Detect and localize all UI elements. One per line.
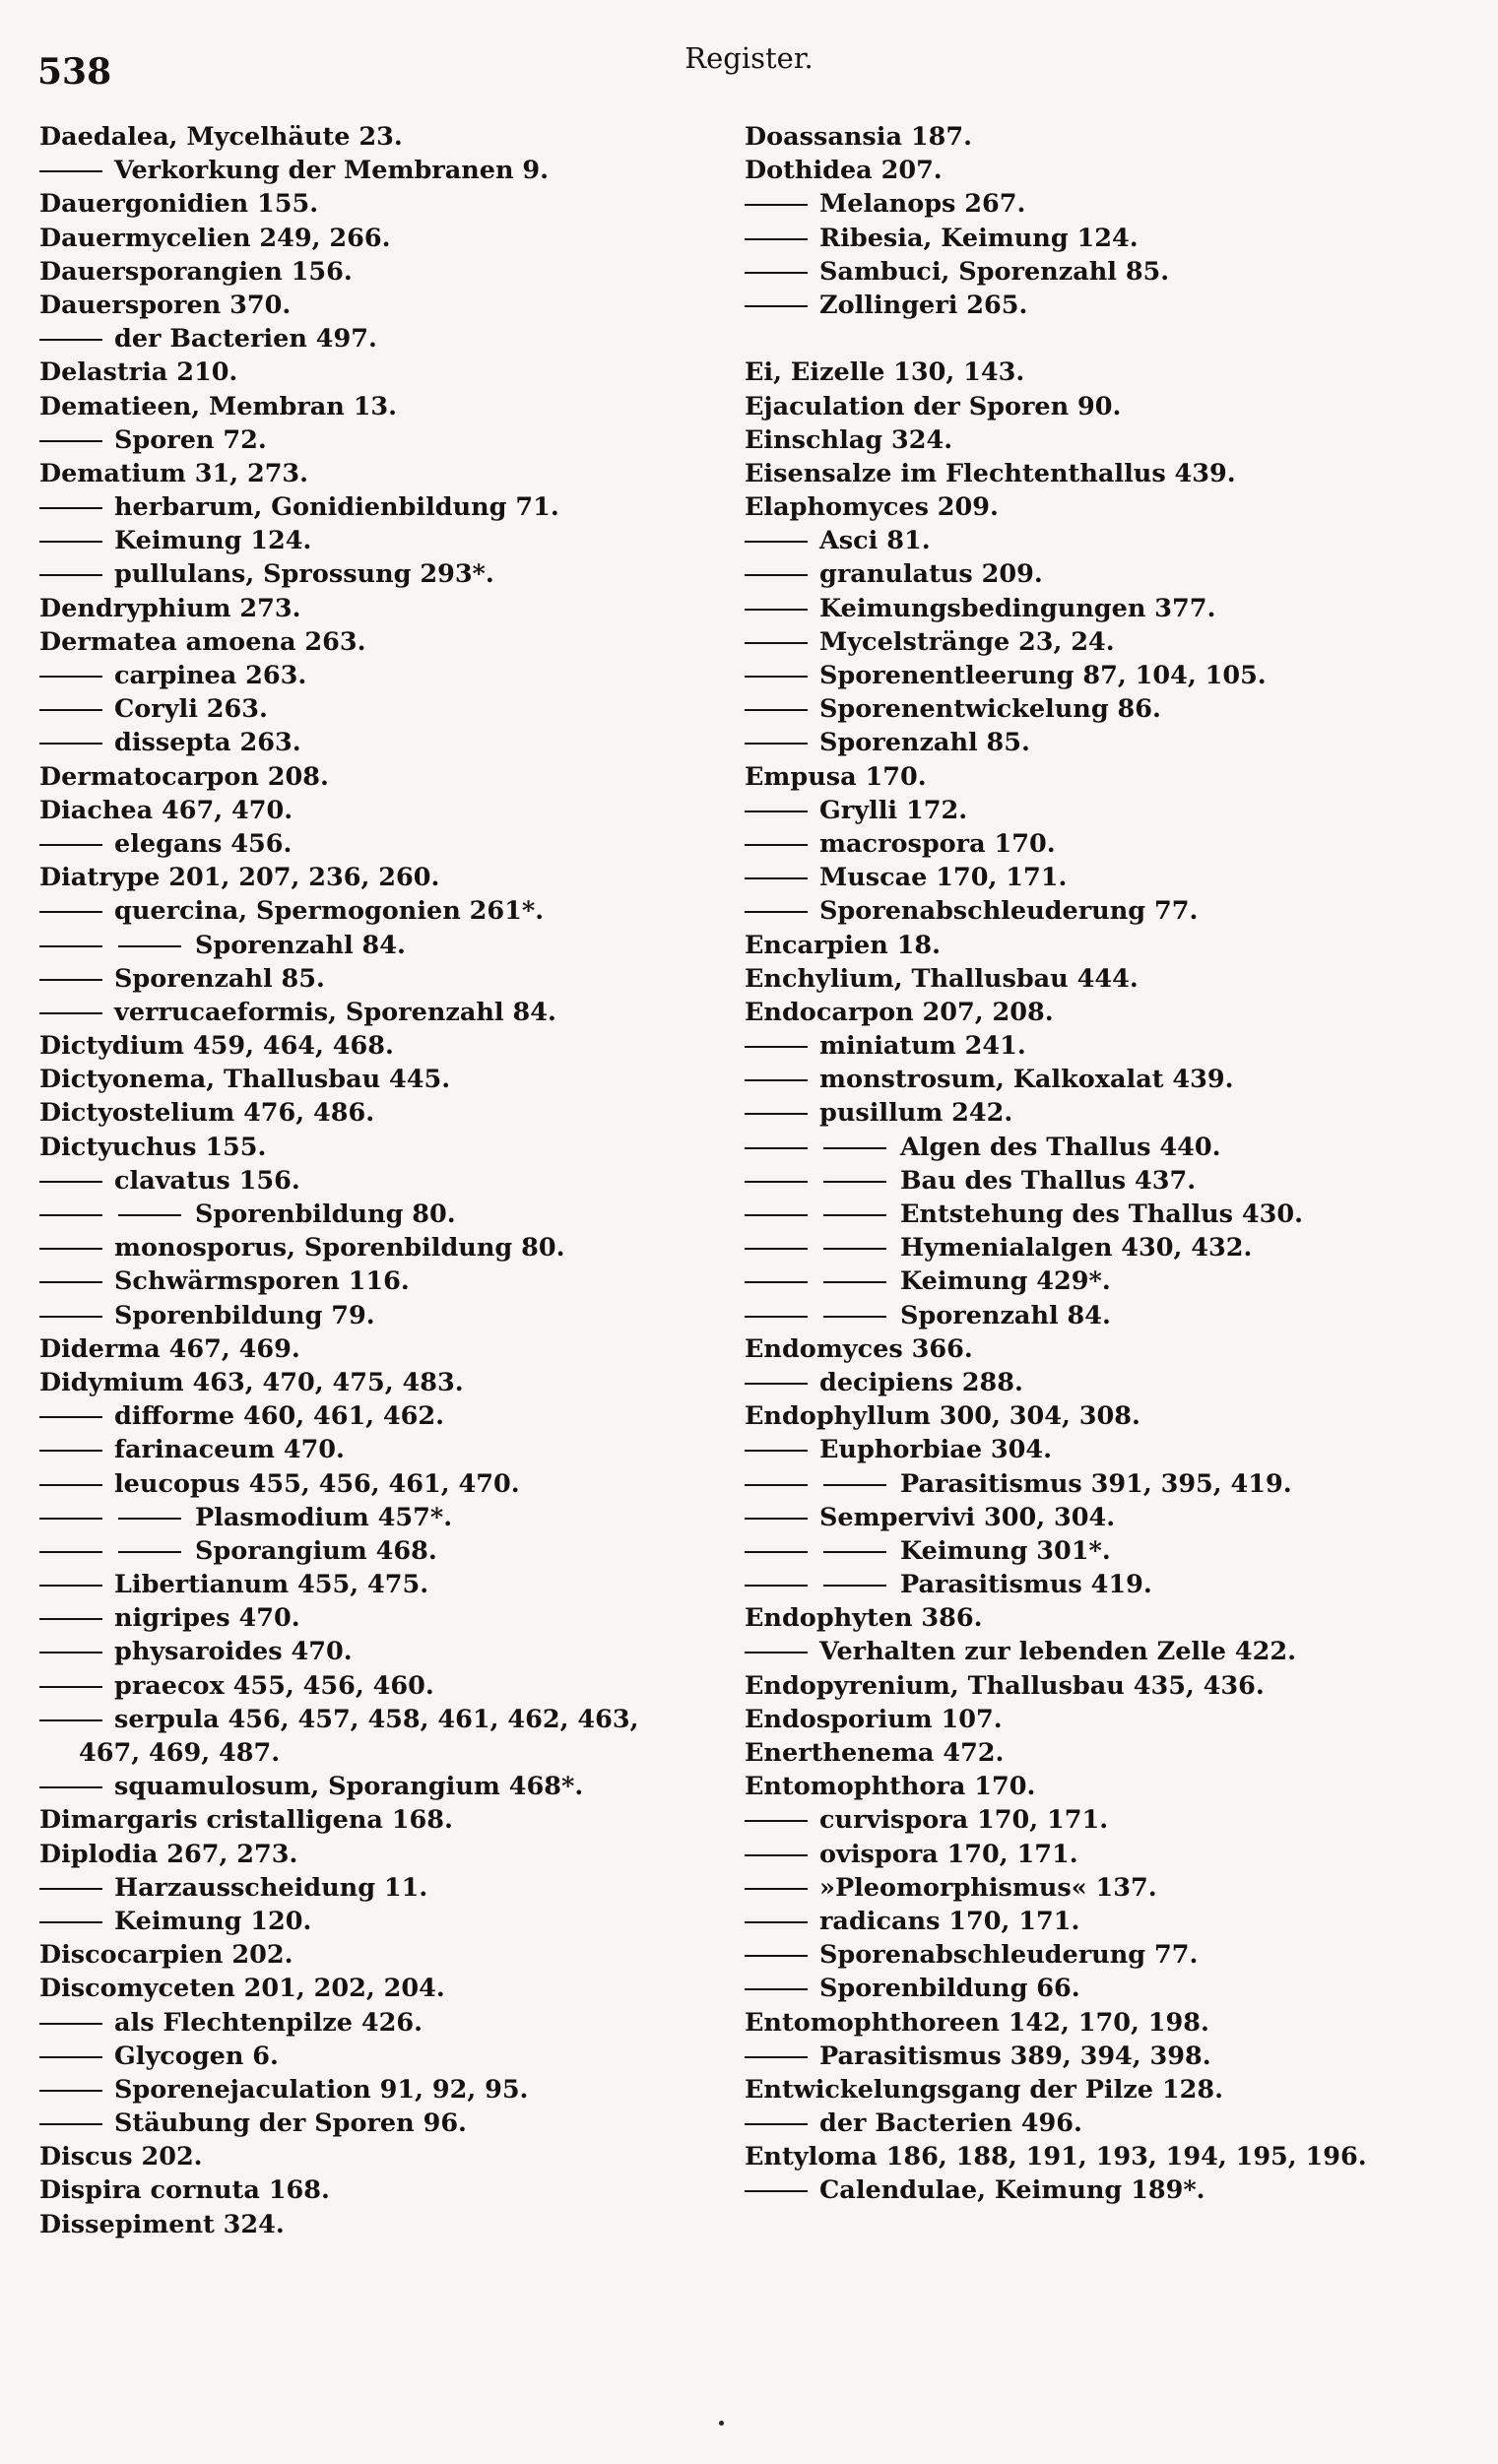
index-entry: Entomophthora 170. [745, 1772, 1036, 1802]
index-entry: Sporenabschleuderung 77. [745, 894, 1478, 928]
index-entry: Diplodia 267, 273. [39, 1839, 298, 1869]
index-entry: Diatrype 201, 207, 236, 260. [39, 863, 440, 893]
index-entry: Harzausscheidung 11. [39, 1871, 729, 1905]
index-entry: Endosporium 107. [745, 1704, 1003, 1734]
page-number: 538 [37, 51, 112, 93]
index-entry: Keimung 124. [39, 524, 729, 557]
index-entry: Stäubung der Sporen 96. [39, 2107, 729, 2140]
index-entry: Sporen 72. [39, 423, 729, 457]
index-entry: Keimung 301*. [745, 1534, 1478, 1568]
index-entry: physaroides 470. [39, 1635, 729, 1668]
index-entry: Discus 202. [39, 2142, 203, 2172]
index-entry: Parasitismus 391, 395, 419. [745, 1467, 1478, 1501]
index-entry: Muscae 170, 171. [745, 861, 1478, 894]
index-entry: Einschlag 324. [745, 424, 953, 455]
index-entry: Ei, Eizelle 130, 143. [745, 357, 1025, 388]
index-entry: Discocarpien 202. [39, 1940, 293, 1971]
index-entry: Parasitismus 389, 394, 398. [745, 2040, 1478, 2073]
index-entry: 467, 469, 487. [79, 1738, 281, 1768]
index-entry: Sporenentleerung 87, 104, 105. [745, 659, 1478, 692]
index-entry: Ejaculation der Sporen 90. [745, 391, 1122, 421]
index-entry: difforme 460, 461, 462. [39, 1399, 729, 1433]
index-entry: macrospora 170. [745, 827, 1478, 861]
index-entry: Dauersporangien 156. [39, 256, 353, 287]
index-entry: pusillum 242. [745, 1096, 1478, 1130]
index-entry: Sporenzahl 85. [745, 726, 1478, 759]
index-entry: Sporenbildung 80. [39, 1198, 729, 1231]
index-entry: Plasmodium 457*. [39, 1501, 729, 1534]
index-entry: Elaphomyces 209. [745, 492, 999, 523]
index-entry: Asci 81. [745, 524, 1478, 557]
index-entry: Dendryphium 273. [39, 593, 301, 623]
index-entry: der Bacterien 496. [745, 2107, 1478, 2140]
index-entry: Entyloma 186, 188, 191, 193, 194, 195, 196. [745, 2142, 1367, 2172]
index-entry: »Pleomorphismus« 137. [745, 1871, 1478, 1905]
index-entry: Dictyonema, Thallusbau 445. [39, 1065, 451, 1095]
index-entry: Keimungsbedingungen 377. [745, 592, 1478, 625]
index-entry: Empusa 170. [745, 761, 927, 792]
index-entry: Sporenzahl 84. [39, 929, 729, 962]
index-entry: Enerthenema 472. [745, 1738, 1005, 1768]
index-entry: Coryli 263. [39, 692, 729, 726]
index-entry: granulatus 209. [745, 557, 1478, 591]
index-entry: Sporenzahl 84. [745, 1299, 1478, 1332]
index-entry: Hymenialalgen 430, 432. [745, 1231, 1478, 1264]
index-entry: Dothidea 207. [745, 156, 943, 186]
index-entry: carpinea 263. [39, 659, 729, 692]
index-entry: der Bacterien 497. [39, 322, 729, 356]
index-entry: Sporenzahl 85. [39, 962, 729, 996]
index-entry: Verhalten zur lebenden Zelle 422. [745, 1635, 1478, 1668]
index-entry: Dauergonidien 155. [39, 189, 319, 220]
index-entry: Dermatea amoena 263. [39, 626, 366, 657]
index-entry: Schwärmsporen 116. [39, 1264, 729, 1298]
index-entry: Glycogen 6. [39, 2040, 729, 2073]
index-entry: Endocarpon 207, 208. [745, 997, 1054, 1027]
index-entry: Diderma 467, 469. [39, 1333, 300, 1364]
index-entry: curvispora 170, 171. [745, 1803, 1478, 1837]
index-entry: Discomyceten 201, 202, 204. [39, 1974, 445, 2004]
index-entry: Entwickelungsgang der Pilze 128. [745, 2074, 1223, 2105]
index-entry: Doassansia 187. [745, 122, 972, 152]
index-entry: ovispora 170, 171. [745, 1838, 1478, 1871]
index-entry: clavatus 156. [39, 1164, 729, 1198]
index-entry: nigripes 470. [39, 1601, 729, 1635]
index-entry: Dematieen, Membran 13. [39, 391, 398, 421]
index-entry: Entstehung des Thallus 430. [745, 1198, 1478, 1231]
index-entry: Sporenejaculation 91, 92, 95. [39, 2073, 729, 2107]
index-entry: Keimung 429*. [745, 1264, 1478, 1298]
running-head: Register. [684, 41, 814, 75]
index-entry: pullulans, Sprossung 293*. [39, 557, 729, 591]
index-entry: Daedalea, Mycelhäute 23. [39, 122, 403, 152]
index-entry: Sporenabschleuderung 77. [745, 1938, 1478, 1972]
index-entry: monosporus, Sporenbildung 80. [39, 1231, 729, 1264]
index-entry: Calendulae, Keimung 189*. [745, 2173, 1478, 2207]
index-entry: Sporangium 468. [39, 1534, 729, 1568]
index-entry: decipiens 288. [745, 1366, 1478, 1399]
index-entry: Dictyuchus 155. [39, 1132, 267, 1162]
index-entry: Dematium 31, 273. [39, 458, 309, 488]
index-entry: praecox 455, 456, 460. [39, 1669, 729, 1703]
index-entry: radicans 170, 171. [745, 1905, 1478, 1938]
index-entry: dissepta 263. [39, 726, 729, 759]
index-entry: Encarpien 18. [745, 930, 941, 960]
index-entry: Eisensalze im Flechtenthallus 439. [745, 458, 1236, 488]
index-entry: Dauersporen 370. [39, 290, 292, 320]
index-entry: Grylli 172. [745, 794, 1478, 827]
left-column [39, 120, 729, 2241]
index-entry: Dictyostelium 476, 486. [39, 1098, 375, 1129]
index-entry: squamulosum, Sporangium 468*. [39, 1770, 729, 1803]
index-entry: Melanops 267. [745, 187, 1478, 221]
index-entry: Algen des Thallus 440. [745, 1131, 1478, 1164]
index-entry: Dictydium 459, 464, 468. [39, 1031, 394, 1062]
index-entry: serpula 456, 457, 458, 461, 462, 463, [39, 1703, 729, 1736]
index-entry: Endophyten 386. [745, 1603, 983, 1634]
index-entry: Dauermycelien 249, 266. [39, 223, 391, 253]
index-entry: quercina, Spermogonien 261*. [39, 894, 729, 928]
index-entry: Endopyrenium, Thallusbau 435, 436. [745, 1670, 1265, 1701]
right-column [745, 120, 1478, 2208]
index-entry: Sempervivi 300, 304. [745, 1501, 1478, 1534]
index-entry: Euphorbiae 304. [745, 1433, 1478, 1466]
index-entry: Diachea 467, 470. [39, 795, 293, 825]
index-entry: farinaceum 470. [39, 1433, 729, 1466]
index-entry: Verkorkung der Membranen 9. [39, 154, 729, 187]
index-entry: Sporenbildung 66. [745, 1972, 1478, 2005]
index-entry: Sporenentwickelung 86. [745, 692, 1478, 726]
index-entry: Endophyllum 300, 304, 308. [745, 1401, 1140, 1432]
index-entry: Entomophthoreen 142, 170, 198. [745, 2007, 1209, 2038]
index-entry: elegans 456. [39, 827, 729, 861]
index-entry: Dispira cornuta 168. [39, 2175, 330, 2206]
index-entry: Keimung 120. [39, 1905, 729, 1938]
index-entry: Enchylium, Thallusbau 444. [745, 963, 1139, 994]
index-entry: Bau des Thallus 437. [745, 1164, 1478, 1198]
index-entry: Mycelstränge 23, 24. [745, 625, 1478, 659]
index-entry: Didymium 463, 470, 475, 483. [39, 1367, 464, 1397]
printer-mark [719, 2421, 724, 2426]
index-entry: herbarum, Gonidienbildung 71. [39, 490, 729, 524]
index-entry [745, 322, 1478, 356]
index-entry: Zollingeri 265. [745, 289, 1478, 322]
index-entry: Libertianum 455, 475. [39, 1568, 729, 1601]
index-entry: Sporenbildung 79. [39, 1299, 729, 1332]
index-entry: Ribesia, Keimung 124. [745, 222, 1478, 255]
index-entry: als Flechtenpilze 426. [39, 2006, 729, 2040]
index-entry: Dimargaris cristalligena 168. [39, 1805, 453, 1836]
index-entry: miniatum 241. [745, 1029, 1478, 1063]
index-entry: Endomyces 366. [745, 1333, 973, 1364]
index-entry: Sambuci, Sporenzahl 85. [745, 255, 1478, 289]
index-entry: monstrosum, Kalkoxalat 439. [745, 1063, 1478, 1096]
index-entry: Parasitismus 419. [745, 1568, 1478, 1601]
index-entry: leucopus 455, 456, 461, 470. [39, 1467, 729, 1501]
index-entry: verrucaeformis, Sporenzahl 84. [39, 996, 729, 1029]
index-entry: Delastria 210. [39, 357, 238, 388]
index-entry: Dissepiment 324. [39, 2209, 285, 2239]
index-entry: Dermatocarpon 208. [39, 761, 329, 792]
